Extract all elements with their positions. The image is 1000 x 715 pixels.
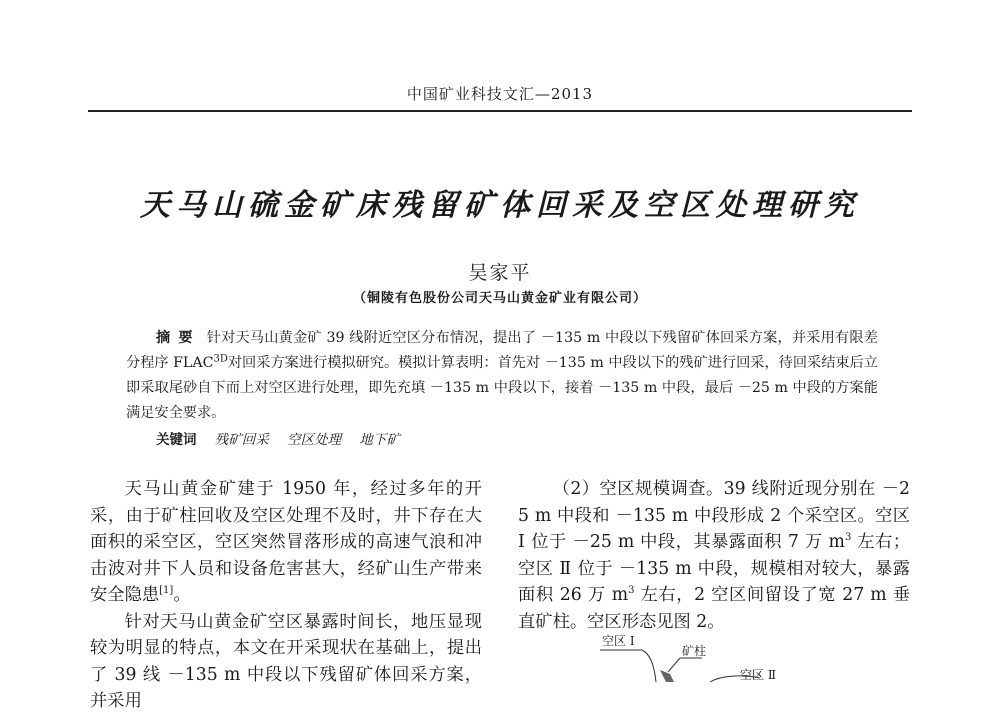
paragraph-text: （2）空区规模调查。39 线附近现分别在 －25 m 中段和 －135 m 中段形成 2 个采空区。空区 Ⅰ 位于 －25 m 中段，其暴露面积 7 万 m	[518, 479, 910, 552]
paragraph-text: 天马山黄金矿建于 1950 年，经过多年的开采，由于矿柱回收及空区处理不及时，井下存在大面积的采空区，空区突然冒落形成的高速气浪和冲击波对井下人员和设备危害甚大，经矿山生产带来安全隐患	[90, 479, 482, 605]
keywords-line	[156, 428, 856, 448]
abstract	[126, 326, 878, 426]
keyword-item: 地下矿	[359, 432, 400, 448]
goaf1-boundary	[642, 650, 656, 682]
abstract-label: 摘要	[156, 330, 201, 346]
figure-label-goaf1: 空区 Ⅰ	[602, 634, 635, 648]
figure-2-diagram	[590, 630, 830, 682]
superscript: 3	[844, 532, 852, 544]
pillar-leader	[668, 658, 680, 672]
keyword-item: 残矿回采	[214, 432, 269, 448]
abstract-text-part1: 针对天马山黄金矿 39 线附近空区分布情况，提出了 －135 m 中段以下残留矿体回采方案，并采用有限差分程序 FLAC	[126, 330, 878, 371]
superscript: 3	[628, 585, 635, 597]
running-header: 中国矿业科技文汇—2013	[406, 85, 594, 103]
keyword-item: 空区处理	[287, 432, 342, 448]
header-rule	[88, 110, 912, 112]
article-title: 天马山硫金矿床残留矿体回采及空区处理研究	[140, 188, 860, 223]
paragraph	[90, 476, 482, 609]
pillar-hatch	[660, 670, 674, 682]
article-author: 吴家平	[468, 262, 532, 284]
paragraph: 针对天马山黄金矿空区暴露时间长，地压显现较为明显的特点，本文在开采现状在基础上，提出了 39 线 －135 m 中段以下残留矿体回采方案，并采用	[90, 611, 482, 711]
citation-ref[interactable]: [1]	[159, 585, 174, 597]
paragraph-text: 左右；空区 Ⅱ 位于 －135 m 中段，规模相对较大，暴露面积 26 万 m	[518, 532, 910, 605]
abstract-superscript: 3D	[213, 353, 228, 365]
body-column-right	[518, 476, 910, 635]
figure-label-pillar: 矿柱	[682, 644, 707, 658]
figure-label-goaf2: 空区 Ⅱ	[740, 668, 776, 682]
body-column-left	[90, 476, 482, 715]
paragraph-text: 。	[173, 585, 191, 605]
abstract-text-part2: 对回采方案进行模拟研究。模拟计算表明：首先对 －135 m 中段以下的残矿进行回采，待回采结束后立即采取尾砂自下而上对空区进行处理，即先充填 －135 m 中段以下，接着 －135 m 中段，最后 －25 m 中段的方案能满足安全要求。	[126, 355, 878, 421]
paragraph	[518, 476, 910, 635]
article-affiliation: （铜陵有色股份公司天马山黄金矿业有限公司）	[352, 291, 647, 306]
keywords-label: 关键词	[156, 432, 197, 448]
paragraph-text: 左右，2 空区间留设了宽 27 m 垂直矿柱。空区形态见图 2。	[518, 585, 910, 632]
